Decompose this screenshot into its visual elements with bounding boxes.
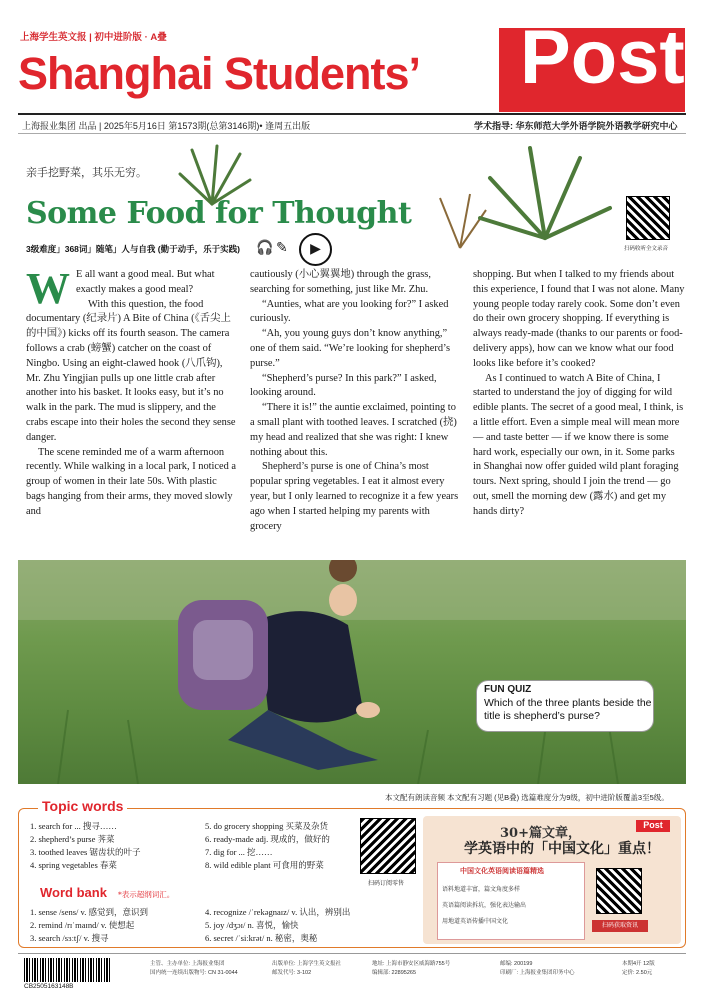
word-bank-item: 1. sense /sens/ v. 感觉到，意识到 (30, 907, 148, 917)
ad-headline-2: 学英语中的「中国文化」重点！ (464, 841, 660, 857)
issue-info: 上海报业集团 出品 | 2025年5月16日 第1573期(总第3146期)• 逢周五出版 (22, 121, 311, 131)
word-bank-item: 2. remind /rɪˈmaɪnd/ v. 使想起 (30, 920, 135, 930)
subscribe-qr-code[interactable] (360, 818, 416, 874)
footer-col-5 (622, 960, 655, 978)
ad-cta-button[interactable]: 扫码获取资讯 (592, 920, 648, 932)
ad-post-logo: Post (636, 820, 670, 832)
footer-line: 国内统一连续出版物号: CN 31-0044 (150, 970, 238, 976)
audio-qr-code[interactable] (626, 196, 670, 240)
ad-item: 语料地道丰富，篇文角度多样 (442, 886, 521, 893)
ad-card-title: 中国文化英语阅读语篇精选 (460, 866, 544, 875)
article-column-3 (473, 268, 685, 520)
topic-word: 1. search for ... 搜寻…… (30, 821, 117, 831)
footer-col-1 (150, 960, 238, 978)
masthead-topline: 上海学生英文报 | 初中进阶版 · A叠 (20, 32, 167, 43)
barcode-number: CB2505163148B (24, 983, 74, 990)
paragraph: shopping. But when I talked to my friends about this experience, I found that I was not alone. Many young people today rarely cook. Some don’t even do their own grocery shopping. If everything is always ready-made (thanks to our parents or food-delivery apps), how can we know what our food looks like before it’s cooked? (473, 269, 685, 369)
topic-words-left (30, 820, 140, 872)
footer-line: 本期4开 12版 (622, 961, 655, 967)
article-note: 本文配有朗读音频 本文配有习题 (见B叠) 选篇难度分为9级，初中进阶版覆盖3至5级。 (385, 793, 669, 802)
footer-line: 编辑部: 22895265 (372, 970, 417, 976)
footer-line: 主管、主办单位: 上海报业集团 (150, 961, 225, 967)
word-bank-item: 5. joy /dʒɔɪ/ n. 喜悦，愉快 (205, 920, 299, 930)
footer-col-4 (500, 960, 575, 978)
word-bank-left (30, 906, 148, 945)
topic-word: 4. spring vegetables 春菜 (30, 860, 117, 870)
ad-qr-code[interactable] (596, 868, 642, 914)
footer-line: 邮发代号: 3-102 (272, 970, 312, 976)
footer-line: 出版单位: 上海学生英文报社 (272, 961, 342, 967)
word-bank-item: 6. secret /ˈsiːkrət/ n. 秘密，奥秘 (205, 933, 318, 943)
topic-word: 2. shepherd’s purse 荠菜 (30, 834, 115, 844)
brand-title: Shanghai Students’ (18, 48, 421, 99)
paragraph: cautiously (小心翼翼地) through the grass, searching for something, just like Mr. Zhu. (250, 269, 431, 295)
word-bank-item: 4. recognize /ˈrekəgnaɪz/ v. 认出，辨别出 (205, 907, 351, 917)
article-column-2 (250, 268, 462, 534)
play-audio-button[interactable]: ▶ (299, 233, 332, 266)
topic-word: 7. dig for ... 挖…… (205, 847, 273, 857)
article-column-1 (26, 264, 238, 520)
topic-word: 3. toothed leaves 锯齿状的叶子 (30, 847, 141, 857)
paragraph: “Aunties, what are you looking for?” I asked curiously. (250, 298, 449, 325)
topic-word: 6. ready-made adj. 现成的，做好的 (205, 834, 330, 844)
ad-headline-1: 30+篇文章， (500, 826, 581, 841)
paragraph: “Ah, you young guys don’t know anything,” one of them said. “We’re looking for shepherd’s purse.” (250, 328, 450, 369)
ad-item: 用地道英语传播中国文化 (442, 918, 509, 925)
dropcap: W (26, 264, 70, 313)
fun-quiz-question: Which of the three plants beside the title is shepherd’s purse? (484, 697, 652, 722)
paragraph: E all want a good meal. But what exactly makes a good meal? (76, 269, 215, 295)
word-bank-title: Word bank (40, 885, 107, 900)
word-bank-right (205, 906, 350, 945)
ad-item: 英语篇阅读拆坑，强化表达输出 (442, 902, 527, 909)
article-photo (18, 560, 686, 784)
plant-illustration-3 (470, 138, 620, 248)
masthead-rule (18, 113, 686, 115)
footer-line: 邮编: 200199 (500, 961, 533, 967)
barcode (24, 958, 112, 982)
footer-col-2 (272, 960, 341, 978)
word-bank-note: *表示超纲词汇。 (118, 890, 175, 899)
audio-qr-caption: 扫码收听全文录音 (624, 246, 669, 252)
topic-words-title: Topic words (38, 798, 127, 814)
paragraph: The scene reminded me of a warm afternoon recently. While walking in a local park, I noticed a group of women in their late 50s. With plastic bags hanging from their arms, they moved slowly and (26, 446, 237, 517)
footer-line: 定价: 2.50元 (622, 970, 653, 976)
article-kicker: 亲手挖野菜，其乐无穷。 (26, 166, 147, 179)
word-bank-item: 3. search /sɜːtʃ/ v. 搜寻 (30, 933, 109, 943)
article-meta: 3级难度」368词」随笔」人与自我 (勤于动手，乐于实践) (26, 244, 240, 254)
paragraph: As I continued to watch A Bite of China, I started to understand the joy of digging for wild edible plants. The secret of a good meal, I think, is a little effort. Even a simple meal will mean more — and taste better — if we know there is some hard work, especially our own, in it. Some parks in Shanghai now offer guided wild plant foraging tours. Next spring, should I join the trend — go out, smell the morning dew (露水) and get my hands dirty? (473, 372, 684, 517)
footer-rule (18, 953, 686, 954)
paragraph: With this question, the food documentary (纪录片) A Bite of China (《舌尖上的中国》) kicks off its fourth season. The camera follows a crab (螃蟹) catcher on the coast of Ningbo. Using an eight-clawed hook (八爪钩), Mr. Zhu Yingjian pulls up one little crab after another into his basket. It looks easy, but it’s no walk in the park. The mud is slippery, and the crabs escape into their holes the second they sense danger. (26, 298, 236, 443)
woman-foraging-illustration (18, 560, 686, 784)
masthead-subrule (18, 133, 686, 134)
footer-line: 印刷厂: 上海报业集团印务中心 (500, 970, 575, 976)
topic-word: 5. do grocery shopping 买菜及杂货 (205, 821, 329, 831)
footer-line: 地址: 上海市静安区威海路755号 (372, 961, 451, 967)
academic-advisor: 学术指导: 华东师范大学外语学院外语教学研究中心 (474, 121, 678, 131)
footer-col-3 (372, 960, 450, 978)
paragraph: “There it is!” the auntie exclaimed, pointing to a small plant with toothed leaves. I scratched (挠) my head and realized that she was right: I knew nothing about this. (250, 402, 457, 458)
article-headline: Some Food for Thought (26, 196, 412, 231)
subscribe-qr-caption: 扫码订阅零售 (368, 880, 405, 887)
fun-quiz-title: FUN QUIZ (484, 684, 532, 695)
post-word: Post (520, 15, 685, 100)
topic-word: 8. wild edible plant 可食用的野菜 (205, 860, 324, 870)
topic-words-right (205, 820, 330, 872)
headphones-icon[interactable]: 🎧 (256, 240, 274, 256)
edit-icon[interactable]: ✎ (276, 240, 288, 256)
paragraph: “Shepherd’s purse? In this park?” I asked, looking around. (250, 372, 437, 399)
paragraph: Shepherd’s purse is one of China’s most popular spring vegetables. I eat it almost every year, but I only learned to recognize it a few years ago when I started helping my parents with grocery (250, 461, 459, 532)
